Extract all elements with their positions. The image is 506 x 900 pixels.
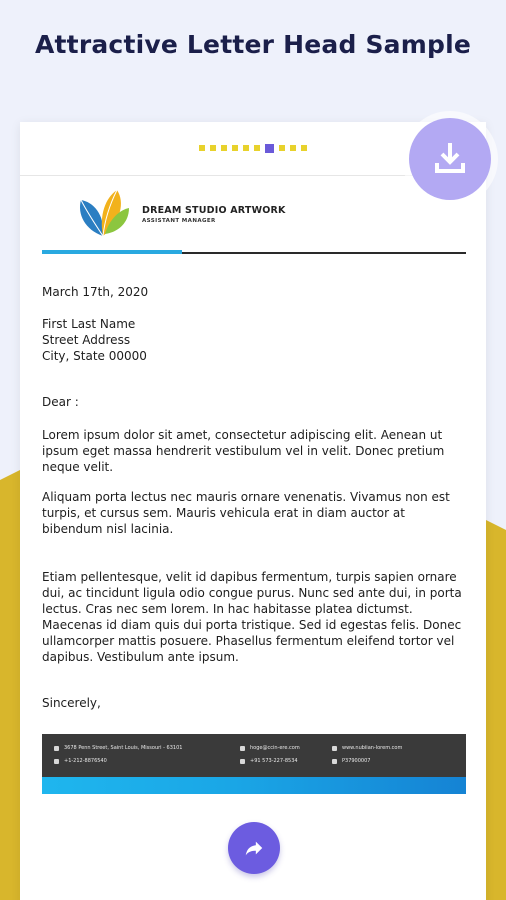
letter-closing: Sincerely, — [42, 696, 101, 710]
footer-website: www.nubiian-lorem.com — [332, 745, 402, 751]
footer-blue-band — [42, 777, 466, 794]
address-line: Street Address — [42, 333, 131, 347]
location-icon — [54, 746, 59, 751]
phone-icon — [240, 759, 245, 764]
leaf-logo-icon — [75, 186, 131, 240]
letter-paragraph-3: Etiam pellentesque, velit id dapibus fermentum, turpis sapien ornare dui, ac tincidunt ligula odio congue purus. Nunc sed ante dui, in porta lectus. Cras nec sem lorem. In hac habitasse platea dictumst. Maecenas id diam quis dui porta tristique. Sed id egestas felis. Donec ullamcorper mattis posuere. Phasellus fermentum eleifend tortor vel dapibus. Vestibulum ante ipsum. — [42, 570, 462, 664]
fax-icon — [332, 759, 337, 764]
letterhead-footer — [42, 734, 466, 794]
carousel-dot[interactable] — [254, 145, 260, 151]
download-icon — [430, 139, 470, 179]
letterhead-rule-accent — [42, 250, 182, 254]
mail-icon — [240, 746, 245, 751]
carousel-dot[interactable] — [199, 145, 205, 151]
letter-date: March 17th, 2020 — [42, 285, 149, 299]
footer-phone-secondary: +91 573-227-8534 — [240, 758, 298, 764]
phone-icon — [54, 759, 59, 764]
share-arrow-icon — [243, 837, 265, 859]
letterhead-preview-card[interactable] — [20, 122, 486, 900]
address-line: First Last Name — [42, 317, 136, 331]
letter-address — [42, 316, 462, 364]
letter-paragraph-2: Aliquam porta lectus nec mauris ornare venenatis. Vivamus non est turpis, et cursus sem. Mauris vehicula erat in diam auctor at bibendum nisl lacinia. — [42, 490, 450, 536]
carousel-dot[interactable] — [243, 145, 249, 151]
letter-salutation: Dear : — [42, 395, 79, 409]
carousel-dot[interactable] — [221, 145, 227, 151]
footer-dark-band — [42, 734, 466, 777]
footer-phone: +1-212-8876540 — [54, 758, 107, 764]
carousel-dot[interactable] — [279, 145, 285, 151]
footer-email: hoge@ccin-ere.com — [240, 745, 300, 751]
page-headline: Attractive Letter Head Sample — [34, 30, 471, 59]
letter-paragraph-1: Lorem ipsum dolor sit amet, consectetur adipiscing elit. Aenean ut ipsum eget massa hendrerit vestibulum vel in velit. Donec pretium neque velit. — [42, 428, 445, 474]
carousel-dot[interactable] — [210, 145, 216, 151]
letterhead-company-name: DREAM STUDIO ARTWORK — [142, 205, 286, 216]
carousel-dot[interactable] — [301, 145, 307, 151]
share-button[interactable] — [228, 822, 280, 874]
address-line: City, State 00000 — [42, 349, 147, 363]
carousel-dot[interactable] — [232, 145, 238, 151]
globe-icon — [332, 746, 337, 751]
download-button[interactable] — [409, 118, 491, 200]
carousel-dot[interactable] — [290, 145, 296, 151]
letterhead-role: ASSISTANT MANAGER — [142, 218, 216, 224]
footer-address: 3678 Penn Street, Saint Louis, Missouri - 63101 — [54, 745, 182, 751]
footer-fax: P37900007 — [332, 758, 370, 764]
carousel-dot-active[interactable] — [265, 144, 274, 153]
